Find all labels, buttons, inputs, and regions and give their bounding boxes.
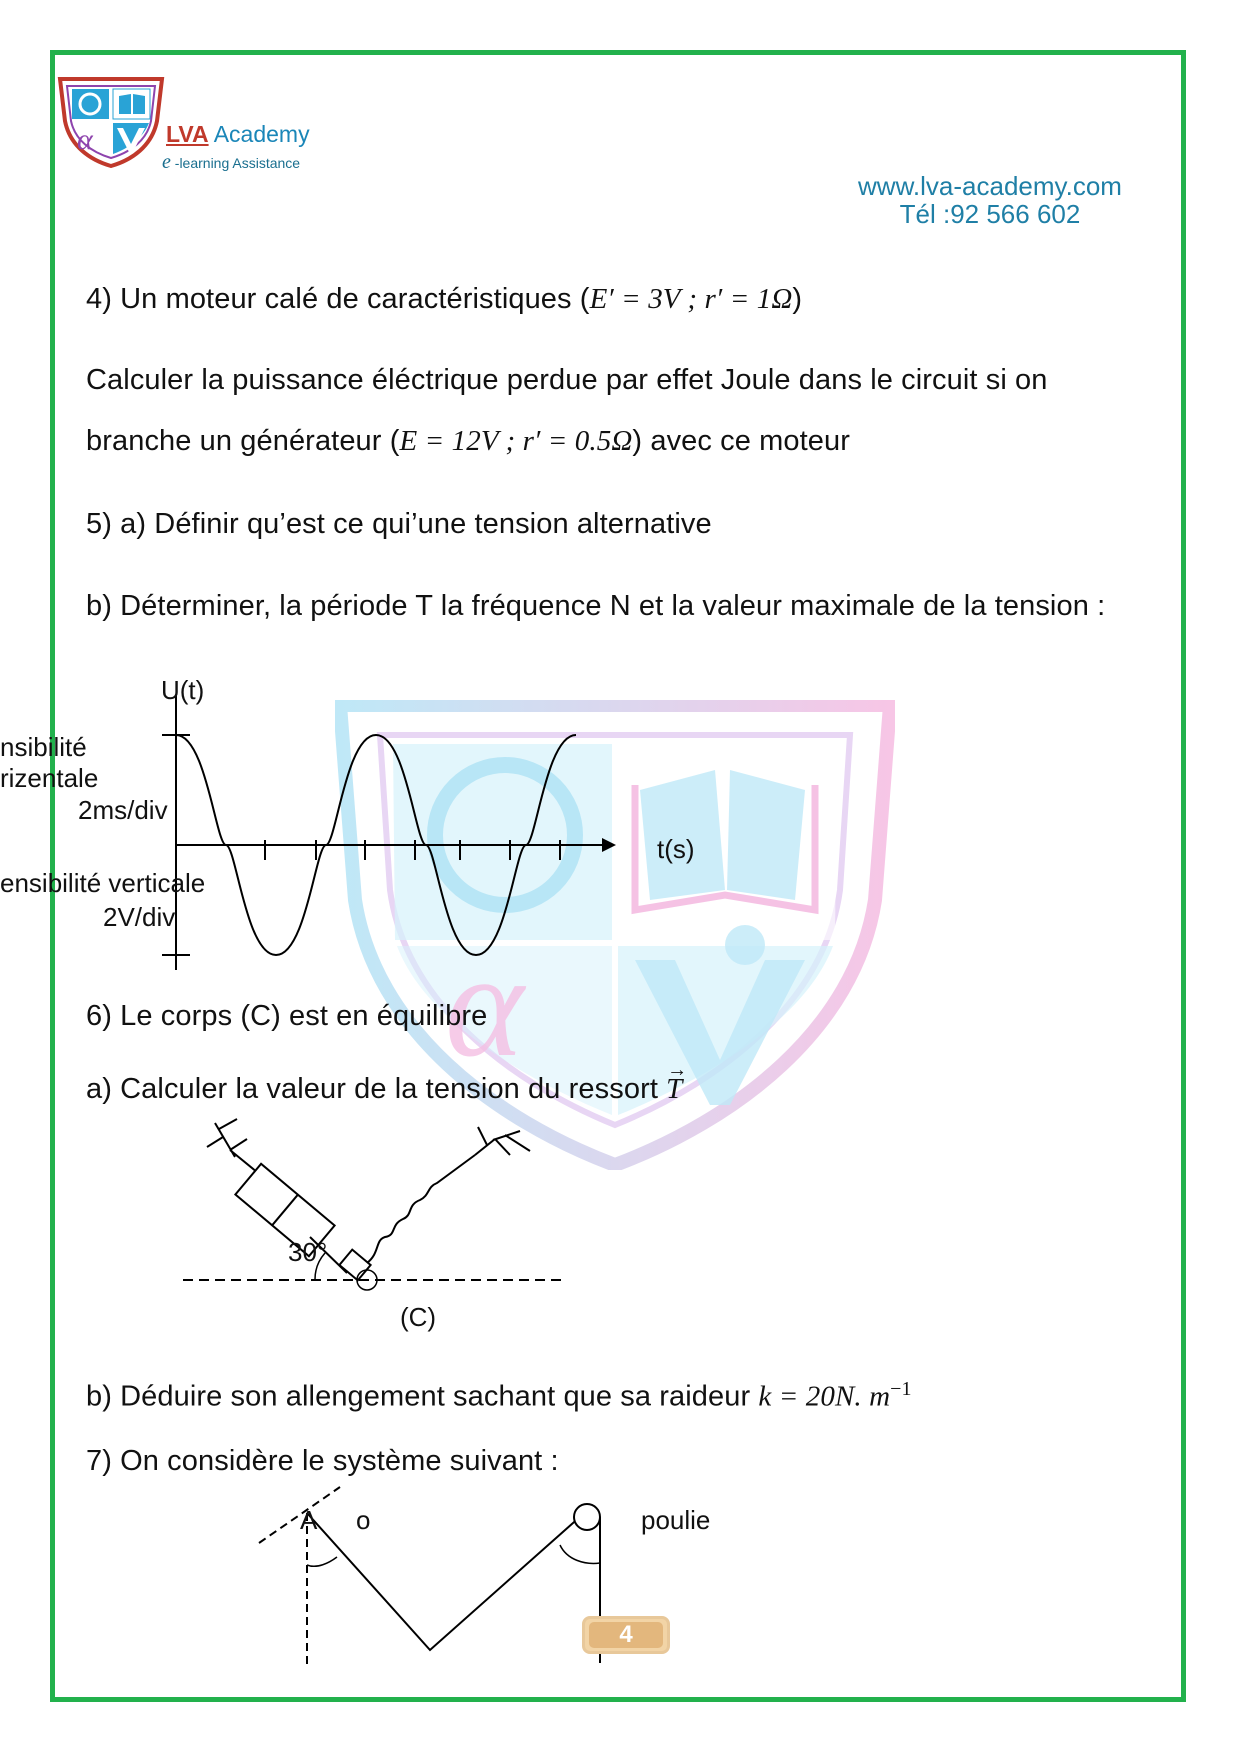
q4-line3-end: ) avec ce moteur (632, 425, 850, 457)
x-axis-arrow (602, 838, 616, 852)
q4-line3-math: E = 12V ; r′ = 0.5Ω (399, 425, 633, 457)
left-support (207, 1119, 247, 1157)
q5-a: 5) a) Définir qu’est ce qui’une tension alternative (86, 508, 712, 540)
brand-lva: LVA (166, 121, 209, 147)
q4-line1-end: ) (792, 283, 803, 315)
sens-h-value: 2ms/div (78, 795, 168, 825)
q5-b: b) Déterminer, la période T la fréquence N et la valeur maximale de la tension : (86, 590, 1106, 622)
y-axis-label: U(t) (161, 675, 205, 705)
x-axis-label: t(s) (657, 834, 695, 864)
phone-number: Tél :92 566 602 (899, 199, 1081, 229)
page-number: 4 (589, 1622, 663, 1648)
q4-line3 (86, 425, 850, 458)
sens-h-line2: rizentale (0, 763, 99, 793)
body-c (339, 1250, 370, 1281)
svg-text:α: α (445, 922, 524, 1088)
website-url[interactable]: www.lva-academy.com (858, 171, 1122, 201)
sens-v-line1: ensibilité verticale (0, 868, 206, 898)
lva-logo (57, 76, 165, 168)
q4-line2: Calculer la puissance éléctrique perdue par effet Joule dans le circuit si on (86, 364, 1048, 396)
brand-subtitle (162, 151, 300, 174)
q4-line1-math: E′ = 3V ; r′ = 1Ω (589, 283, 793, 315)
tension-arrow-icon: → (667, 1059, 688, 1081)
brand-e-letter: e (162, 151, 171, 173)
angle-arc-a (307, 1557, 337, 1566)
q6-b-math: k = 20N. m (758, 1380, 891, 1413)
q6-a (86, 1059, 688, 1106)
sens-h-line1: nsibilité (0, 732, 87, 762)
q6-intro: 6) Le corps (C) est en équilibre (86, 1000, 488, 1032)
q6-b-text: b) Déduire son allengement sachant que sa raideur (86, 1380, 759, 1413)
page-number-badge (582, 1616, 670, 1654)
spring-diagram (175, 1115, 575, 1295)
tension-symbol: T (666, 1073, 683, 1105)
spring-coil (367, 1155, 475, 1263)
right-support (475, 1127, 530, 1155)
pulley-label: poulie (641, 1505, 711, 1535)
q6-a-text: a) Calculer la valeur de la tension du ressort (86, 1073, 667, 1105)
body-label: (C) (400, 1302, 437, 1332)
voltage-graph (150, 690, 630, 980)
q4-line3-text: branche un générateur ( (86, 425, 400, 457)
angle-label: 30° (288, 1237, 328, 1267)
brand-academy: Academy (208, 121, 310, 147)
pulley-arc (560, 1545, 600, 1563)
brand-name (166, 121, 310, 148)
q7-intro: 7) On considère le système suivant : (86, 1445, 559, 1477)
q4-line1 (86, 283, 802, 316)
pulley-wheel (574, 1504, 600, 1530)
x-ticks (265, 840, 560, 860)
point-o-label: o (356, 1505, 371, 1535)
tension-vector (666, 1059, 688, 1106)
q6-b-exponent: −1 (890, 1378, 912, 1400)
point-a-label: A (300, 1505, 318, 1535)
sens-v-value: 2V/div (103, 902, 176, 932)
q6-b (86, 1378, 912, 1414)
q4-line1-text: 4) Un moteur calé de caractéristiques ( (86, 283, 590, 315)
brand-sub-text: -learning Assistance (170, 155, 301, 171)
svg-text:α: α (77, 123, 93, 156)
string (307, 1513, 582, 1650)
